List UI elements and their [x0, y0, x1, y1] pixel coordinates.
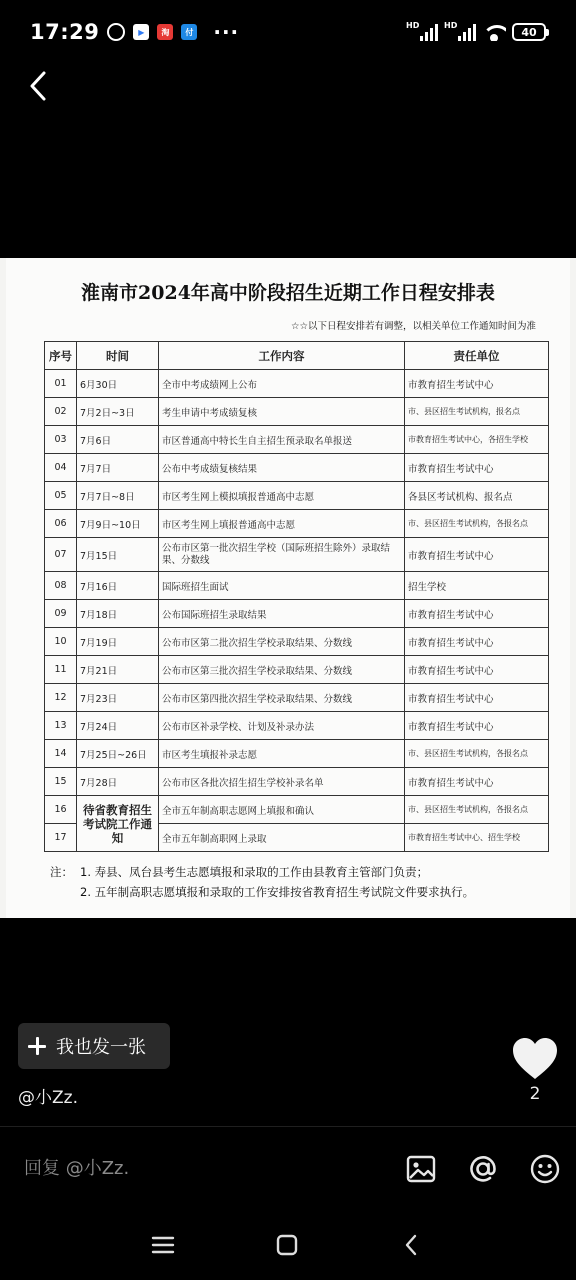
table-row [45, 628, 549, 656]
row-unit: 市教育招生考试中心，各招生学校 [405, 426, 549, 454]
cell-signal-1-icon: HD [406, 23, 438, 41]
row-content: 公布中考成绩复核结果 [159, 454, 405, 482]
row-content: 全市五年制高职网上录取 [159, 824, 405, 852]
table-row [45, 600, 549, 628]
table-row [45, 454, 549, 482]
payment-app-icon: 付 [181, 24, 197, 40]
row-time: 7月15日 [77, 538, 159, 572]
row-unit: 市教育招生考试中心 [405, 656, 549, 684]
row-no: 05 [45, 482, 77, 510]
system-nav-bar [0, 1210, 576, 1280]
reply-input[interactable]: 回复 @小Zz. [24, 1158, 130, 1179]
emoji-icon [528, 1152, 562, 1186]
table-header-row [45, 342, 549, 370]
row-unit: 市教育招生考试中心 [405, 538, 549, 572]
row-unit: 各县区考试机构、报名点 [405, 482, 549, 510]
footnote-line: 1. 寿县、凤台县考生志愿填报和录取的工作由县教育主管部门负责； [80, 865, 429, 879]
video-app-icon: ▶ [133, 24, 149, 40]
row-unit: 市、县区招生考试机构，各报名点 [405, 796, 549, 824]
schedule-document [6, 258, 570, 918]
post-too-label: 我也发一张 [56, 1037, 146, 1058]
row-unit: 市教育招生考试中心 [405, 454, 549, 482]
row-content: 公布市区第三批次招生学校录取结果、分数线 [159, 656, 405, 684]
row-no: 11 [45, 656, 77, 684]
row-no: 10 [45, 628, 77, 656]
row-time: 7月6日 [77, 426, 159, 454]
back-arrow-icon [28, 70, 48, 102]
row-time: 7月28日 [77, 768, 159, 796]
row-content: 公布国际班招生录取结果 [159, 600, 405, 628]
cell-signal-2-icon: HD [444, 23, 476, 41]
row-no: 14 [45, 740, 77, 768]
row-time: 7月21日 [77, 656, 159, 684]
row-no: 16 [45, 796, 77, 824]
row-no: 08 [45, 572, 77, 600]
home-icon[interactable] [275, 1233, 299, 1257]
row-unit: 市、县区招生考试机构，各报名点 [405, 740, 549, 768]
nav-back-icon[interactable] [402, 1233, 420, 1257]
table-row [45, 768, 549, 796]
row-time: 7月7日 [77, 454, 159, 482]
alarm-icon [107, 23, 125, 41]
row-time: 7月2日~3日 [77, 398, 159, 426]
row-no: 15 [45, 768, 77, 796]
footnote-line: 2. 五年制高职志愿填报和录取的工作安排按省教育招生考试院文件要求执行。 [80, 885, 475, 899]
row-content: 公布市区各批次招生招生学校补录名单 [159, 768, 405, 796]
row-no: 13 [45, 712, 77, 740]
emoji-button[interactable] [528, 1152, 562, 1186]
row-time: 7月7日~8日 [77, 482, 159, 510]
document-note: ☆☆以下日程安排若有调整，以相关单位工作通知时间为准 [290, 321, 536, 332]
row-unit: 市教育招生考试中心 [405, 712, 549, 740]
wifi-icon [482, 23, 506, 41]
row-unit: 市教育招生考试中心 [405, 684, 549, 712]
table-row [45, 740, 549, 768]
mention-button[interactable] [466, 1152, 500, 1186]
header-time: 时间 [77, 342, 159, 370]
row-time: 7月19日 [77, 628, 159, 656]
row-time: 7月25日~26日 [77, 740, 159, 768]
recent-apps-icon[interactable] [150, 1234, 176, 1256]
row-time: 7月18日 [77, 600, 159, 628]
header-no: 序号 [45, 342, 77, 370]
table-row [45, 370, 549, 398]
row-content: 市区普通高中特长生自主招生预录取名单报送 [159, 426, 405, 454]
row-unit: 市、县区招生考试机构，各报名点 [405, 510, 549, 538]
row-content: 全市五年制高职志愿网上填报和确认 [159, 796, 405, 824]
schedule-table [44, 341, 549, 852]
like-button[interactable] [510, 1036, 560, 1082]
footnote-label: 注： [50, 865, 73, 879]
row-content: 公布市区补录学校、计划及补录办法 [159, 712, 405, 740]
table-row [45, 510, 549, 538]
row-no: 09 [45, 600, 77, 628]
row-no: 01 [45, 370, 77, 398]
row-no: 03 [45, 426, 77, 454]
row-time: 7月16日 [77, 572, 159, 600]
table-row [45, 482, 549, 510]
table-row [45, 398, 549, 426]
image-icon [404, 1152, 438, 1186]
row-content: 考生申请中考成绩复核 [159, 398, 405, 426]
at-icon [466, 1152, 500, 1186]
insert-image-button[interactable] [404, 1152, 438, 1186]
table-row [45, 656, 549, 684]
row-content: 公布市区第四批次招生学校录取结果、分数线 [159, 684, 405, 712]
table-row [45, 572, 549, 600]
row-no: 12 [45, 684, 77, 712]
battery-icon [512, 23, 546, 41]
shopping-app-icon: 淘 [157, 24, 173, 40]
row-unit: 招生学校 [405, 572, 549, 600]
row-unit: 市教育招生考试中心 [405, 370, 549, 398]
header-content: 工作内容 [159, 342, 405, 370]
row-time: 7月23日 [77, 684, 159, 712]
row-no: 07 [45, 538, 77, 572]
row-content: 国际班招生面试 [159, 572, 405, 600]
like-count: 2 [529, 1084, 541, 1104]
status-bar [0, 0, 576, 64]
table-row [45, 796, 549, 824]
post-too-button[interactable] [18, 1023, 170, 1069]
row-unit: 市教育招生考试中心、招生学校 [405, 824, 549, 852]
row-unit: 市教育招生考试中心 [405, 628, 549, 656]
row-content: 市区考生网上模拟填报普通高中志愿 [159, 482, 405, 510]
row-time: 7月24日 [77, 712, 159, 740]
battery-level: 40 [521, 25, 537, 39]
plus-icon [28, 1037, 46, 1055]
back-button[interactable] [18, 66, 58, 106]
heart-icon [510, 1036, 560, 1082]
row-unit: 市教育招生考试中心 [405, 768, 549, 796]
divider [0, 1126, 576, 1127]
row-content: 市区考生网上填报普通高中志愿 [159, 510, 405, 538]
row-time: 7月9日~10日 [77, 510, 159, 538]
row-no: 06 [45, 510, 77, 538]
row-no: 02 [45, 398, 77, 426]
author-username[interactable]: @小Zz. [18, 1088, 78, 1108]
header-unit: 责任单位 [405, 342, 549, 370]
row-time: 6月30日 [77, 370, 159, 398]
table-row [45, 426, 549, 454]
row-content: 全市中考成绩网上公布 [159, 370, 405, 398]
document-footnote [50, 862, 474, 902]
table-row [45, 712, 549, 740]
row-content: 公布市区第一批次招生学校（国际班招生除外）录取结果、分数线 [159, 538, 405, 572]
row-content: 市区考生填报补录志愿 [159, 740, 405, 768]
table-row [45, 684, 549, 712]
row-unit: 市、县区招生考试机构，报名点 [405, 398, 549, 426]
more-notifications-icon: ··· [213, 20, 240, 44]
row-no: 04 [45, 454, 77, 482]
row-no: 17 [45, 824, 77, 852]
table-row [45, 538, 549, 572]
post-image[interactable] [0, 258, 576, 918]
merged-time-cell: 待省教育招生考试院工作通知 [77, 796, 159, 852]
document-title: 淮南市2024年高中阶段招生近期工作日程安排表 [81, 282, 495, 304]
status-time: 17:29 [30, 20, 100, 44]
row-unit: 市教育招生考试中心 [405, 600, 549, 628]
row-content: 公布市区第二批次招生学校录取结果、分数线 [159, 628, 405, 656]
